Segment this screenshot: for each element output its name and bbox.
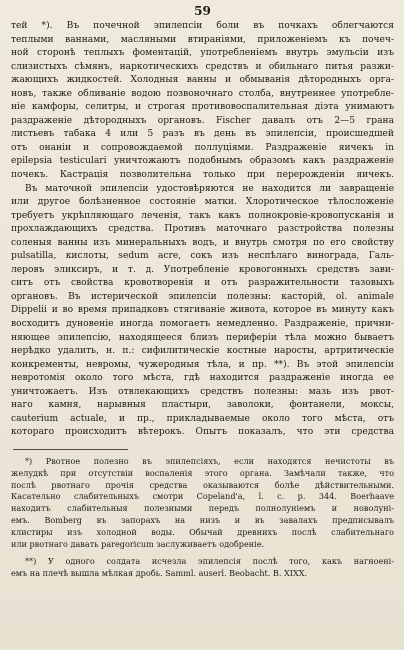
text-line: тей *). Въ почечной эпилепсіи боли въ почкахъ облегчаются [11,21,394,31]
footnote-line: *) Рвотное полезно въ эпилепсіяхъ, если находятся нечистоты въ [25,455,394,466]
text-line: требуетъ укрѣпляющаго леченія, такъ какъ полнокровіе-кровопусканія и [11,210,394,221]
footnote-line: желудкѣ при отсутствіи воспаленія этого органа. Замѣчали также, что [11,467,394,478]
text-line: отъ онаніи и сопровождаемой поллуціями. Раздраженіе яичекъ in [11,142,394,153]
text-line: почекъ. Кастрація позволительна только при перерожденіи яичекъ. [11,170,394,181]
text-line: раздраженіе дѣтородныхъ органовъ. Fischer давалъ отъ 2—5 грана [11,115,394,126]
text-line: или другое болѣзненное состояніе матки. Хлоротическое тѣлосложеніе [11,197,394,208]
main-text [11,20,394,440]
text-line: ной сторонѣ теплыхъ фоментацій, употребленіемъ внутрь эмульсіи изъ [11,48,394,59]
text-line: соленыя ванны изъ минеральныхъ водъ, и внутрь смотря по его свойству [11,237,394,248]
text-line: органовъ. Въ истерической эпилепсіи полезны: касторій, ol. animale [11,291,394,302]
text-line: Въ маточной эпилепсіи удостовѣряются не находится ли завращеніе [25,183,394,194]
text-line: наго камня, нарывныя пластыри, заволоки, фонтанели, моксы, [11,400,394,411]
text-line: pulsatilla, кислоты, sedum acre, сокъ изъ неспѣлаго винограда, Галь- [11,251,394,262]
text-line: прохлаждающихъ средства. Противъ маточнаго разстройства полезны [11,224,394,235]
page-number: 59 [194,4,211,18]
text-line: уничтожаетъ. Изъ отвлекающихъ средствъ полезны: мазь изъ рвот- [11,386,394,397]
text-line: теплыми ваннами, масляными втираніями, приложеніемъ къ почеч- [11,34,394,45]
text-line: жающихъ жидкостей. Холодныя ванны и обмыванія дѣтородныхъ орга- [11,75,394,86]
text-line: cauterium actuale, и пр., прикладываемые около того мѣста, отъ [11,413,394,424]
footnote-rule [13,449,128,450]
text-line: няющее эпилепсію, находящееся близъ периферіи тѣла можно бываетъ [11,332,394,343]
text-line: ситъ отъ свойства кровотворенія и отъ разражительности тазовыхъ [11,278,394,289]
footnote-line: **) У одного солдата исчезла эпилепсія послѣ того, какъ нагноені- [25,556,394,567]
text-line: epilepsia testiculari уничтожаютъ подобнымъ образомъ какъ раздраженіе [11,156,394,167]
footnotes [11,449,394,580]
text-line: слизистыхъ сѣмянъ, наркотическихъ средствъ и обильнаго питья разжи- [11,61,394,72]
text-line: листьевъ табака 4 или 5 разъ въ день въ эпилепсіи, происшедшей [11,129,394,140]
footnote-line: находитъ слабительныя полезными передъ полнолуніемъ и новолуні- [11,503,394,514]
text-line: невротомія около того мѣста, гдѣ находится раздраженіе иногда ее [11,373,394,384]
footnote-line: емъ. Bomberg въ запорахъ на низъ и въ завалахъ предписывалъ [11,514,394,525]
footnote-line: Касательно слабительныхъ смотри Copeland'a, l. c. p. 344. Boerhaave [11,491,394,502]
text-line: восходитъ дуновеніе иногда помогаетъ немедленно. Раздраженіе, прични- [11,319,394,330]
text-line: ніе камфоры, селитры, и строгая противовоспалительная діэта унимаютъ [11,102,394,113]
text-line: леровъ эликсиръ, и т. д. Употребленіе кровогонныхъ средствъ зави- [11,264,394,275]
footnote-line: клистиры изъ холодной воды. Обычай древнихъ послѣ слабительнаго [11,526,394,537]
text-line: котораго происходитъ вѣтерокъ. Опытъ показалъ, что эти средства [11,427,394,438]
text-line: Dippelii и во время припадковъ стягиваніе живота, которое въ минуту какъ [11,305,394,316]
text-line: новъ, также обливаніе водою позвоночнаго столба, внутреннее употребле- [11,88,394,99]
footnote-line: или рвотнаго давать paregoricum заслуживаетъ одобреніе. [11,538,265,549]
text-line: нерѣдко удалить, н. п.: сифилитическіе костные наросты, артритическіе [11,346,394,357]
footnote-line: емъ на плечѣ вышла мѣлкая дробь. Samml. auserl. Beobacht. B. XIXX. [11,568,308,579]
text-line: конкременты, невромы, чужеродныя тѣла, и пр. **). Въ этой эпилепсіи [11,359,394,370]
footnote-line: послѣ рвотнаго прочія средства оказываются болѣе дѣйствительными. [11,479,394,490]
